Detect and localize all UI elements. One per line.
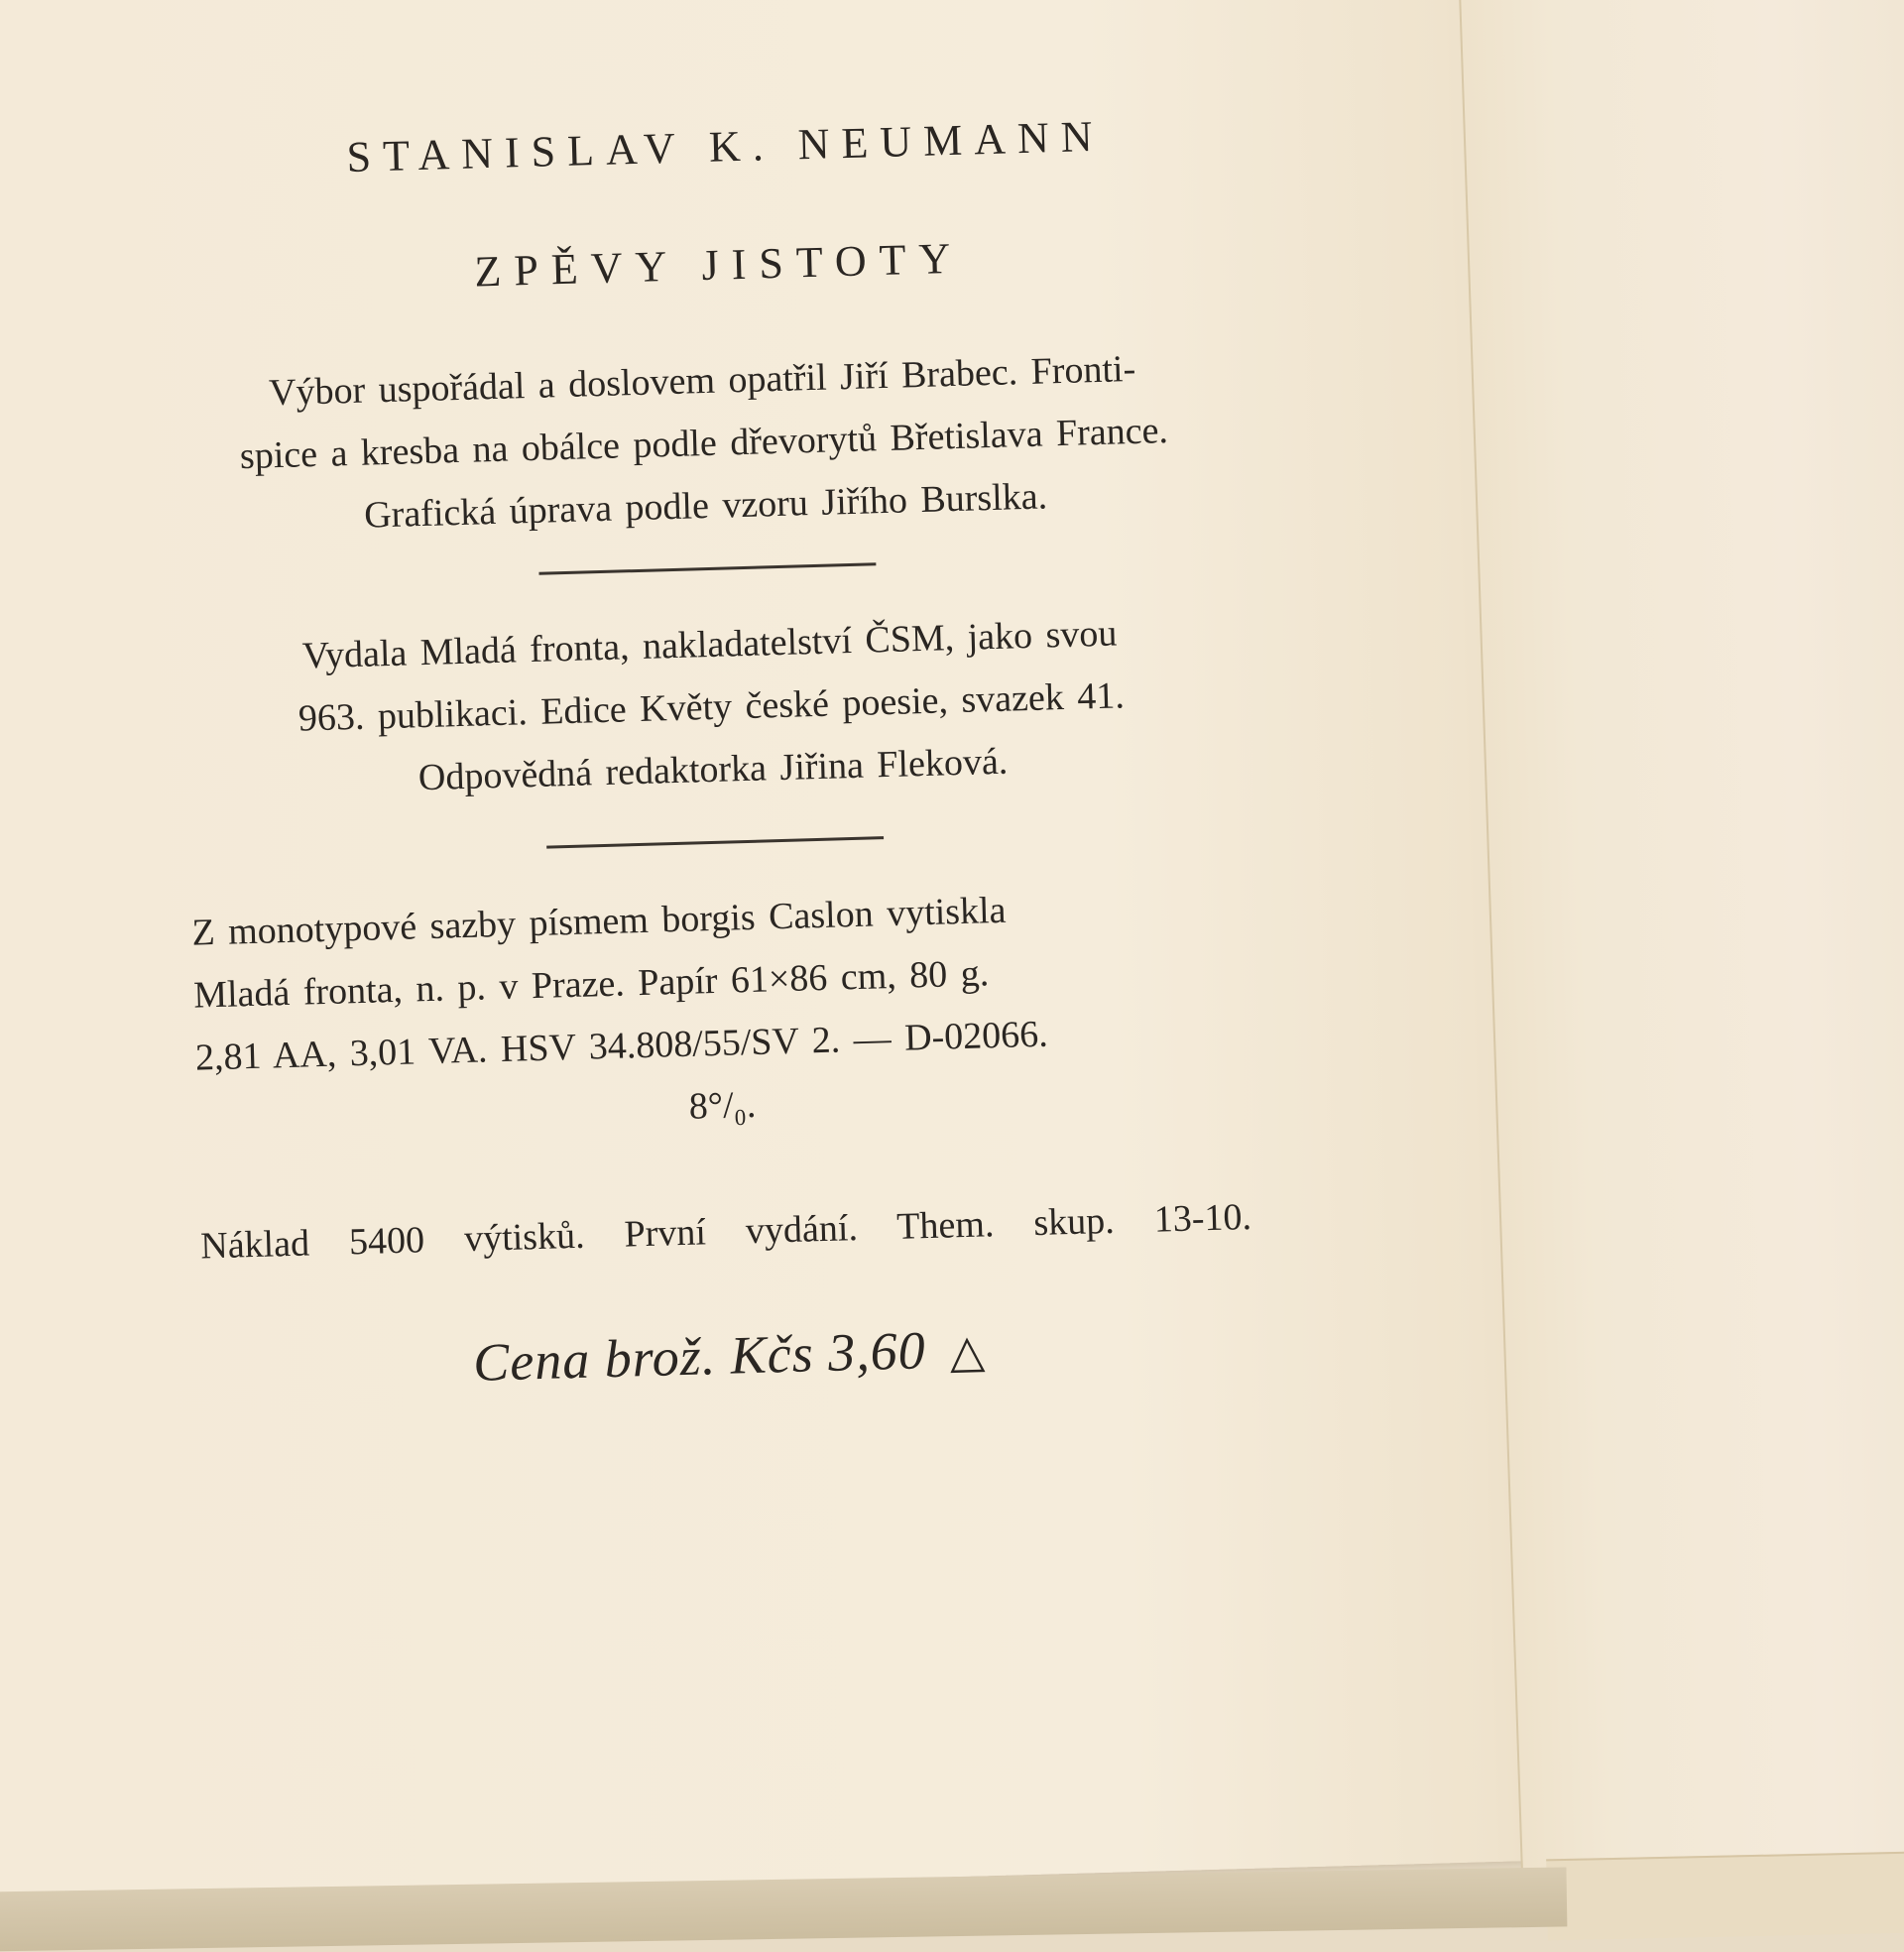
editorial-line: Výbor uspořádal a doslovem opatřil Jiří Brabec. Fronti-: [268, 347, 1136, 415]
printing-line: Mladá fronta, n. p. v Praze. Papír 61×86 cm, 80 g.: [192, 952, 990, 1017]
editorial-line: Grafická úprava podle vzoru Jiřího Burslka.: [363, 475, 1048, 537]
publisher-line: Odpovědná redaktorka Jiřina Fleková.: [417, 740, 1009, 799]
price-text: Cena brož. Kčs 3,60: [472, 1320, 927, 1393]
colophon: [169, 69, 1255, 1401]
book-title: ZPĚVY JISTOTY: [473, 233, 964, 297]
divider-rule: [546, 836, 884, 848]
author-name: STANISLAV K. NEUMANN: [345, 111, 1106, 182]
right-page: [1458, 0, 1904, 1903]
editorial-line: spice a kresba na obálce podle dřevorytů Břetislava France.: [239, 409, 1169, 478]
printing-details: [191, 873, 1248, 1090]
divider-rule: [538, 562, 876, 574]
publisher-line: 963. publikaci. Edice Květy české poesie, svazek 41.: [298, 674, 1126, 740]
editorial-credits: [176, 335, 1232, 552]
triangle-mark-icon: △: [948, 1325, 987, 1378]
publisher-credits: [183, 599, 1240, 816]
printing-line: Z monotypové sazby písmem borgis Caslon vytiskla: [190, 889, 1007, 954]
right-page-edge: [1546, 1851, 1904, 1941]
book-format: 8°/₀.: [688, 1083, 757, 1128]
publisher-line: Vydala Mladá fronta, nakladatelství ČSM, jako svou: [301, 612, 1118, 677]
printing-line: 2,81 AA, 3,01 VA. HSV 34.808/55/SV 2. — D-02066.: [194, 1013, 1049, 1079]
edition-details: Náklad 5400 výtisků. První vydání. Them. skup. 13-10.: [199, 1195, 1252, 1268]
